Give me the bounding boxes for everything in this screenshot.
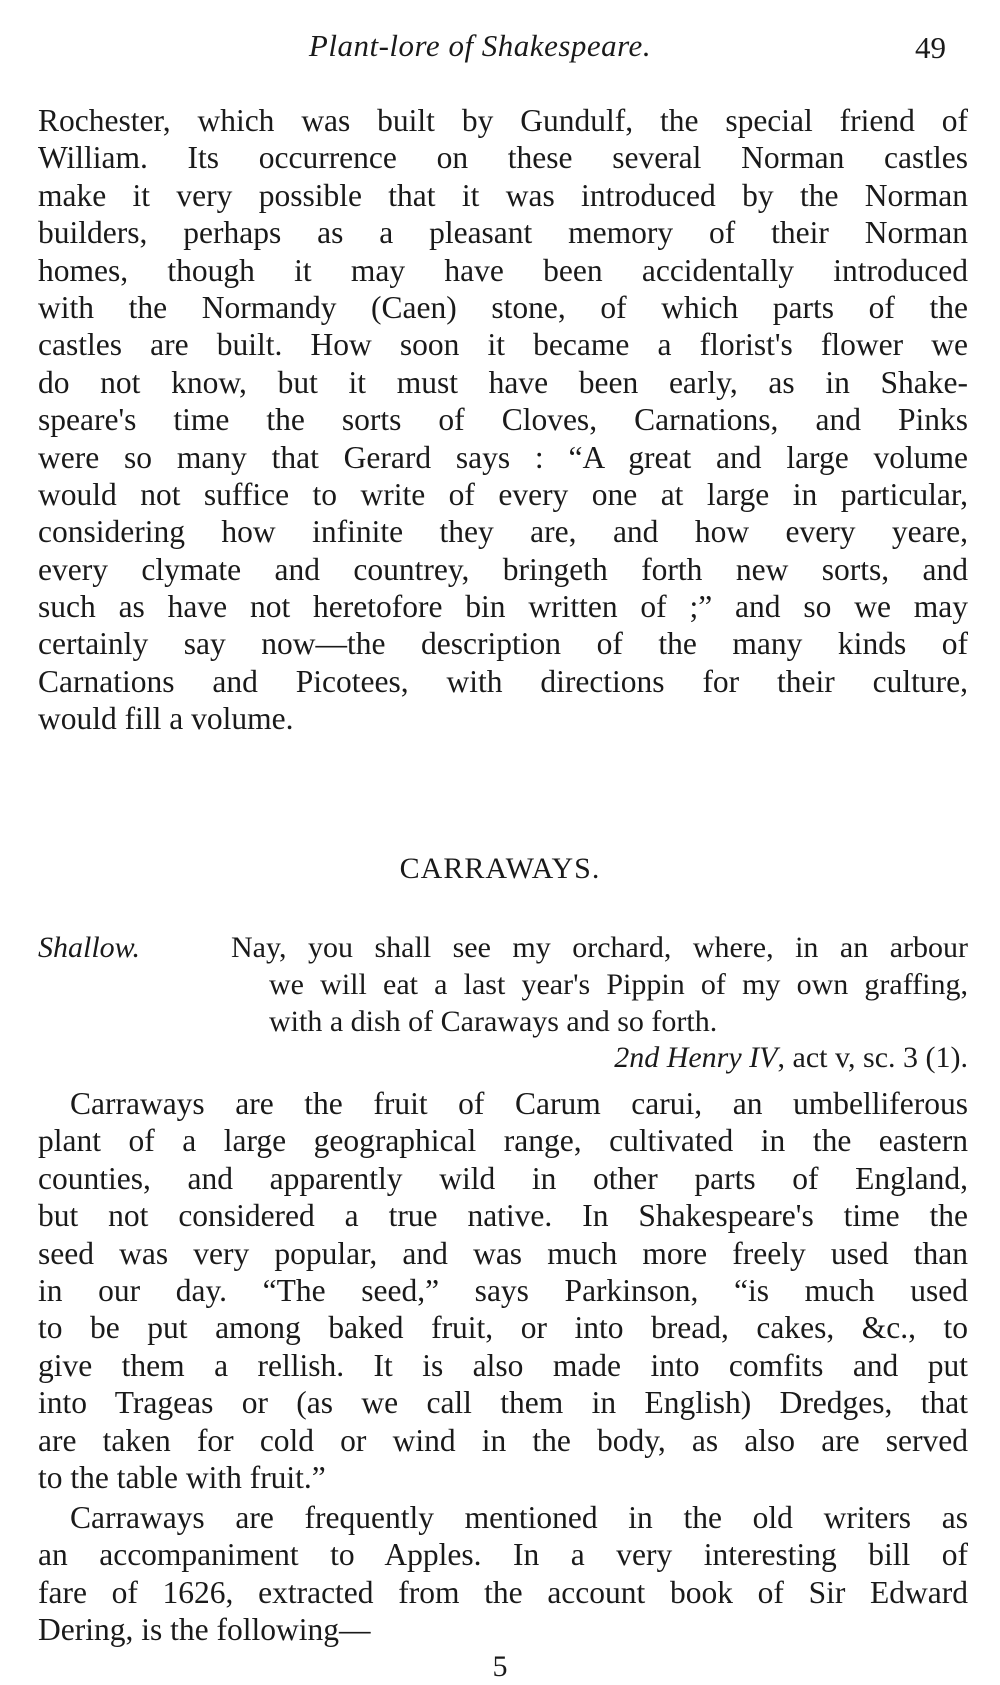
text-line: would fill a volume. bbox=[38, 701, 294, 737]
text-line: were so many that Gerard says : “A great and large volume bbox=[38, 439, 968, 475]
text-line: homes, though it may have been accidentally introduced bbox=[38, 252, 968, 288]
text-line: Carraways are the fruit of Carum carui, an umbelliferous bbox=[70, 1086, 968, 1121]
text-line: an accompaniment to Apples. In a very interesting bill of bbox=[38, 1537, 968, 1573]
text-line: every clymate and countrey, bringeth forth new sorts, and bbox=[38, 551, 968, 587]
text-line: to the table with fruit.” bbox=[38, 1459, 326, 1495]
text-line: into Trageas or (as we call them in English) Dredges, that bbox=[38, 1385, 968, 1421]
paragraph-carnations-continued bbox=[38, 102, 968, 738]
text-line: plant of a large geographical range, cultivated in the eastern bbox=[38, 1123, 968, 1159]
source-title: 2nd Henry IV bbox=[614, 1041, 778, 1075]
text-line: Dering, is the following— bbox=[38, 1612, 371, 1648]
text-line: Carraways are frequently mentioned in the old writers as bbox=[70, 1500, 968, 1535]
quote-line: with a dish of Caraways and so forth. bbox=[269, 1004, 718, 1038]
source-reference: , act v, sc. 3 (1). bbox=[777, 1041, 968, 1075]
text-line: speare's time the sorts of Cloves, Carnations, and Pinks bbox=[38, 402, 968, 438]
text-line: castles are built. How soon it became a florist's flower we bbox=[38, 327, 968, 363]
text-line: with the Normandy (Caen) stone, of which parts of the bbox=[38, 289, 968, 325]
text-line: seed was very popular, and was much more freely used than bbox=[38, 1235, 968, 1271]
quote-attribution bbox=[38, 1040, 968, 1077]
text-line: considering how infinite they are, and how every yeare, bbox=[38, 514, 968, 550]
text-line: do not know, but it must have been early, as in Shake- bbox=[38, 364, 968, 400]
text-line: builders, perhaps as a pleasant memory of their Norman bbox=[38, 215, 968, 251]
paragraph-carraways-description bbox=[38, 1085, 968, 1496]
text-line: Carnations and Picotees, with directions for their culture, bbox=[38, 663, 968, 699]
quote-line: Nay, you shall see my orchard, where, in an arbour bbox=[231, 931, 968, 964]
paragraph-carraways-apples bbox=[38, 1499, 968, 1649]
quote-speaker: Shallow. bbox=[38, 931, 140, 964]
text-line: such as have not heretofore bin written of ;” and so we may bbox=[38, 589, 968, 625]
text-line: but not considered a true native. In Shakespeare's time the bbox=[38, 1198, 968, 1234]
quote-line: we will eat a last year's Pippin of my own graffing, bbox=[269, 967, 968, 1001]
text-line: fare of 1626, extracted from the account book of Sir Edward bbox=[38, 1574, 968, 1610]
running-title: Plant-lore of Shakespeare. bbox=[308, 28, 652, 63]
signature-mark: 5 bbox=[492, 1650, 508, 1683]
page-number: 49 bbox=[915, 30, 946, 65]
epigraph-quote bbox=[38, 930, 968, 1077]
text-line: in our day. “The seed,” says Parkinson, “is much used bbox=[38, 1272, 968, 1308]
text-line: would not suffice to write of every one at large in particular, bbox=[38, 476, 968, 512]
text-line: give them a rellish. It is also made into comfits and put bbox=[38, 1347, 968, 1383]
text-line: counties, and apparently wild in other parts of England, bbox=[38, 1160, 968, 1196]
text-line: to be put among baked fruit, or into bread, cakes, &c., to bbox=[38, 1310, 968, 1346]
text-line: Rochester, which was built by Gundulf, the special friend of bbox=[38, 103, 968, 138]
text-line: certainly say now—the description of the many kinds of bbox=[38, 626, 968, 662]
text-line: are taken for cold or wind in the body, as also are served bbox=[38, 1422, 968, 1458]
text-line: William. Its occurrence on these several Norman castles bbox=[38, 140, 968, 176]
section-heading: CARRAWAYS. bbox=[399, 852, 601, 885]
text-line: make it very possible that it was introduced by the Norman bbox=[38, 177, 968, 213]
